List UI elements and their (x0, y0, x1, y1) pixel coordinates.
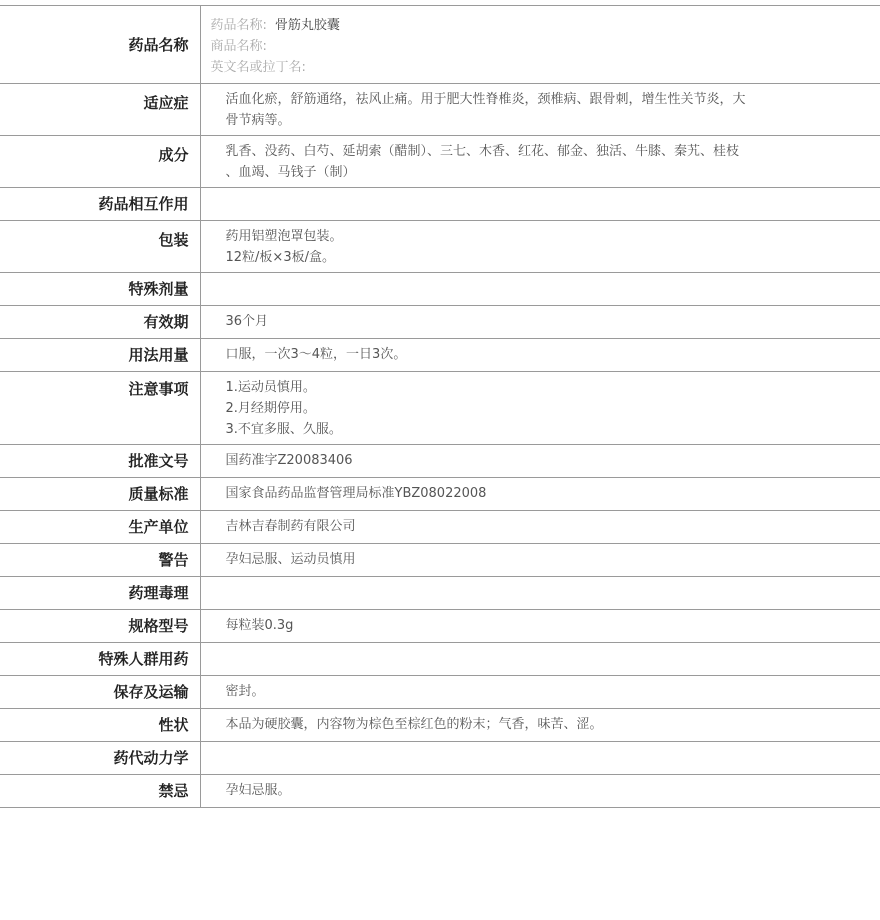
row-label-cell (0, 511, 200, 544)
row-value (201, 306, 880, 332)
row-label: 注意事项 (128, 380, 189, 398)
row-label-cell (0, 676, 200, 709)
spec-row (0, 775, 880, 808)
row-label: 药理毒理 (128, 584, 189, 602)
row-value-cell (200, 577, 880, 610)
row-value (201, 544, 880, 570)
row-label: 包装 (158, 231, 189, 249)
drug-spec-sheet (0, 5, 880, 808)
generic-name-line (211, 15, 871, 36)
value-line: 1.运动员慎用。 (225, 380, 316, 395)
row-value-cell (200, 775, 880, 808)
row-label-cell (0, 577, 200, 610)
english-name-key: 英文名或拉丁名: (210, 60, 306, 75)
row-drug-names (0, 6, 880, 84)
row-value (201, 478, 880, 504)
row-label: 规格型号 (128, 617, 189, 635)
row-label-cell (0, 610, 200, 643)
value-line: 每粒装0.3g (225, 618, 294, 633)
row-value-cell (200, 188, 880, 221)
row-label-cell (0, 306, 200, 339)
row-value (201, 273, 880, 278)
value-line: 、血竭、马钱子（制） (225, 165, 356, 180)
spec-row (0, 676, 880, 709)
row-label-cell (0, 221, 200, 273)
row-value-cell (200, 445, 880, 478)
value-line: 3.不宜多服、久服。 (225, 422, 342, 437)
row-value-cell (200, 136, 880, 188)
row-value (201, 445, 880, 471)
row-value-cell (200, 6, 880, 84)
row-value-cell (200, 511, 880, 544)
row-value-cell (200, 478, 880, 511)
row-label: 性状 (158, 716, 189, 734)
value-line: 活血化瘀，舒筋通络，祛风止痛。用于肥大性脊椎炎，颈椎病、跟骨刺，增生性关节炎，大 (225, 92, 746, 107)
row-label-cell (0, 136, 200, 188)
row-label: 成分 (158, 146, 189, 164)
value-line: 36个月 (225, 314, 269, 329)
spec-row (0, 339, 880, 372)
row-label-cell (0, 6, 200, 84)
value-line: 乳香、没药、白芍、延胡索（醋制）、三七、木香、红花、郁金、独活、牛膝、秦艽、桂枝 (225, 144, 740, 159)
row-value-cell (200, 273, 880, 306)
row-label: 有效期 (143, 313, 189, 331)
spec-row (0, 221, 880, 273)
row-value-cell (200, 306, 880, 339)
drug-spec-body (0, 6, 880, 808)
spec-row (0, 742, 880, 775)
spec-row (0, 511, 880, 544)
row-value (201, 610, 880, 636)
row-label-cell (0, 188, 200, 221)
row-value-cell (200, 709, 880, 742)
row-label-cell (0, 445, 200, 478)
row-label: 保存及运输 (113, 683, 189, 701)
row-label-cell (0, 742, 200, 775)
row-value (201, 136, 880, 183)
row-label: 质量标准 (128, 485, 189, 503)
value-line: 药用铝塑泡罩包装。 (225, 229, 343, 244)
value-line: 12粒/板×3板/盒。 (225, 250, 335, 265)
value-line: 国家食品药品监督管理局标准YBZ08022008 (225, 486, 487, 501)
drug-spec-table (0, 5, 880, 808)
row-label: 特殊剂量 (128, 280, 189, 298)
spec-row (0, 306, 880, 339)
generic-name-value: 骨筋丸胶囊 (274, 18, 340, 33)
spec-row (0, 709, 880, 742)
row-value-cell (200, 221, 880, 273)
row-label-cell (0, 273, 200, 306)
trade-name-line (211, 36, 871, 57)
row-label-cell (0, 84, 200, 136)
spec-row (0, 136, 880, 188)
row-value-cell (200, 742, 880, 775)
value-line: 孕妇忌服。 (225, 783, 291, 798)
row-value (201, 221, 880, 268)
row-value-cell (200, 643, 880, 676)
row-value-cell (200, 372, 880, 445)
row-label-cell (0, 643, 200, 676)
row-label-cell (0, 709, 200, 742)
row-value-cell (200, 544, 880, 577)
row-label: 特殊人群用药 (98, 650, 189, 668)
generic-name-key: 药品名称: (210, 18, 267, 33)
row-label: 适应症 (143, 94, 189, 112)
row-value-cell (200, 610, 880, 643)
row-label: 药品相互作用 (98, 195, 189, 213)
row-label: 药品名称 (128, 36, 189, 54)
row-value (201, 84, 880, 131)
spec-row (0, 84, 880, 136)
row-label: 生产单位 (128, 518, 189, 536)
row-label-cell (0, 339, 200, 372)
row-value-cell (200, 84, 880, 136)
names-block (201, 6, 880, 78)
row-value (201, 709, 880, 735)
spec-row (0, 643, 880, 676)
row-label-cell (0, 372, 200, 445)
spec-row (0, 544, 880, 577)
value-line: 口服，一次3～4粒，一日3次。 (225, 347, 407, 362)
row-label: 批准文号 (128, 452, 189, 470)
trade-name-key: 商品名称: (210, 39, 267, 54)
spec-row (0, 610, 880, 643)
value-line: 2.月经期停用。 (225, 401, 316, 416)
row-label: 用法用量 (128, 346, 189, 364)
row-label-cell (0, 478, 200, 511)
spec-row (0, 372, 880, 445)
row-label: 警告 (158, 551, 189, 569)
row-label-cell (0, 775, 200, 808)
row-value (201, 339, 880, 365)
row-value-cell (200, 676, 880, 709)
spec-row (0, 188, 880, 221)
row-value (201, 643, 880, 648)
value-line: 国药准字Z20083406 (225, 453, 353, 468)
row-label: 禁忌 (158, 782, 189, 800)
row-value (201, 676, 880, 702)
row-label-cell (0, 544, 200, 577)
row-value (201, 775, 880, 801)
row-value (201, 372, 880, 440)
row-label: 药代动力学 (113, 749, 189, 767)
spec-row (0, 478, 880, 511)
row-value (201, 188, 880, 193)
row-value-cell (200, 339, 880, 372)
value-line: 吉林吉春制药有限公司 (225, 519, 356, 534)
row-value (201, 577, 880, 582)
value-line: 密封。 (225, 684, 265, 699)
value-line: 骨节病等。 (225, 113, 291, 128)
english-name-line (211, 57, 871, 78)
row-value (201, 742, 880, 747)
spec-row (0, 273, 880, 306)
spec-row (0, 445, 880, 478)
value-line: 本品为硬胶囊，内容物为棕色至棕红色的粉末；气香，味苦、涩。 (225, 717, 603, 732)
row-value (201, 511, 880, 537)
value-line: 孕妇忌服、运动员慎用 (225, 552, 356, 567)
spec-row (0, 577, 880, 610)
